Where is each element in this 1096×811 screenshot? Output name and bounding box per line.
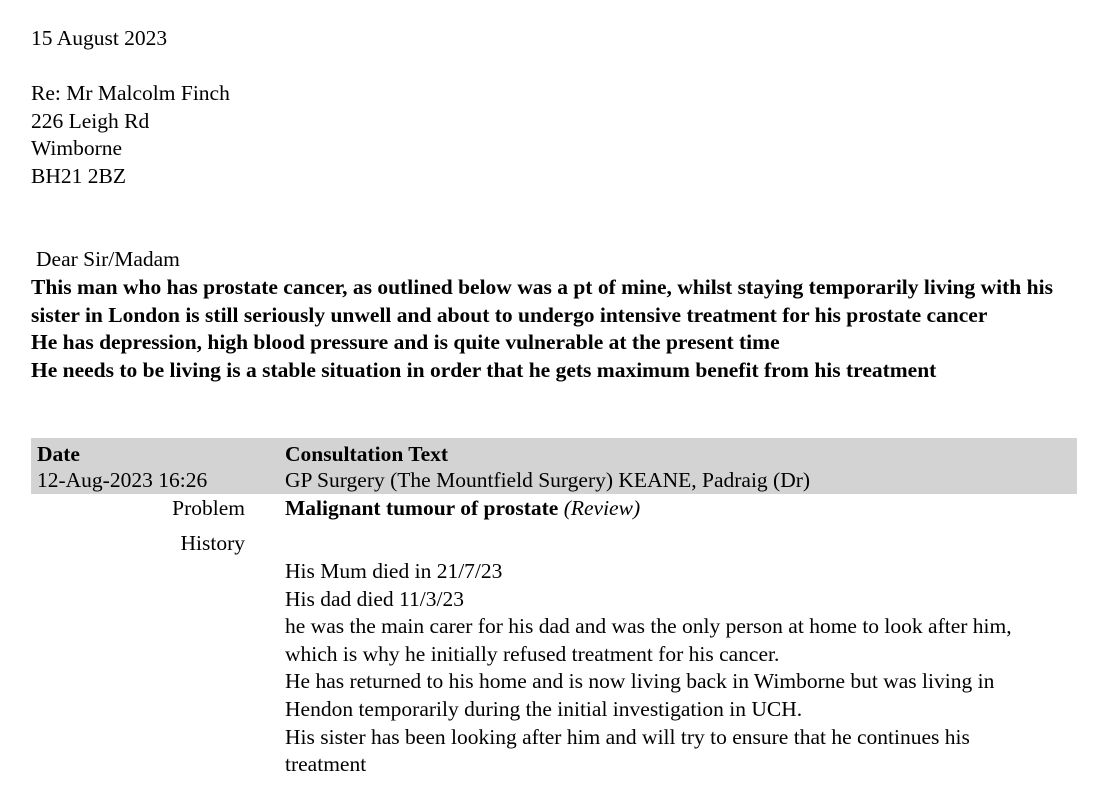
body-paragraph: He has depression, high blood pressure and is quite vulnerable at the present time bbox=[31, 330, 780, 355]
postcode: BH21 2BZ bbox=[31, 164, 126, 189]
history-line: His dad died 11/3/23 bbox=[285, 586, 464, 611]
salutation: Dear Sir/Madam bbox=[36, 247, 180, 271]
re-line: Re: Mr Malcolm Finch bbox=[31, 81, 230, 105]
problem-status: (Review) bbox=[563, 496, 641, 520]
consultation-date: 12-Aug-2023 16:26 bbox=[37, 468, 208, 492]
problem-value bbox=[285, 495, 640, 523]
body-paragraph: This man who has prostate cancer, as outlined below was a pt of mine, whilst staying temporarily living with his sister in London is still seriously unwell and about to undergo intensive treatment for his prostate cancer bbox=[31, 275, 1053, 327]
history-line: He has returned to his home and is now living back in Wimborne but was living in Hendon temporarily during the initial investigation in UCH. bbox=[285, 669, 995, 721]
history-line: he was the main carer for his dad and was the only person at home to look after him, which is why he initially refused treatment for his cancer. bbox=[285, 614, 1012, 666]
address-line-2: Wimborne bbox=[31, 136, 123, 161]
history-line: His sister has been looking after him and will try to ensure that he continues his treatment bbox=[285, 724, 970, 777]
column-header-date: Date bbox=[37, 442, 80, 466]
letter-date: 15 August 2023 bbox=[31, 26, 168, 50]
address-line-1: 226 Leigh Rd bbox=[31, 108, 150, 133]
recipient-address bbox=[31, 80, 230, 191]
problem-name: Malignant tumour of prostate bbox=[285, 496, 559, 520]
problem-label: Problem bbox=[172, 496, 245, 520]
body-paragraph: He needs to be living is a stable situation in order that he gets maximum benefit from his treatment bbox=[31, 357, 937, 382]
letter-body bbox=[31, 274, 1071, 384]
history-line: His Mum died in 21/7/23 bbox=[285, 559, 503, 583]
history-label: History bbox=[180, 531, 245, 555]
history-notes bbox=[285, 558, 1045, 779]
consultation-source: GP Surgery (The Mountfield Surgery) KEANE, Padraig (Dr) bbox=[285, 468, 811, 492]
column-header-consultation-text: Consultation Text bbox=[285, 442, 449, 466]
